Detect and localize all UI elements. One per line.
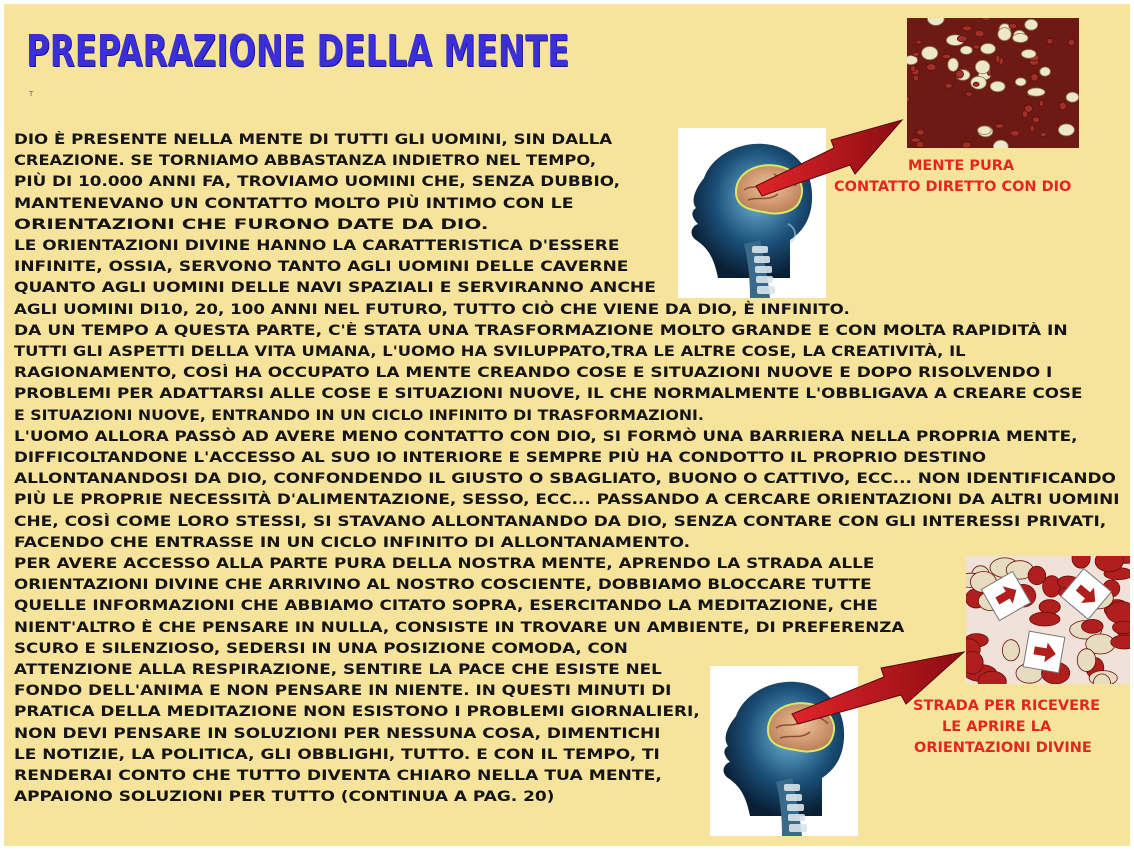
text-line: ATTENZIONE ALLA RESPIRAZIONE, SENTIRE LA PACE CHE ESISTE NEL <box>14 662 662 678</box>
text-line: AGLI UOMINI DI10, 20, 100 ANNI NEL FUTURO, TUTTO CIÒ CHE VIENE DA DIO, È INFINITO. <box>14 301 850 318</box>
text-line: DIO È PRESENTE NELLA MENTE DI TUTTI GLI UOMINI, SIN DALLA <box>14 132 613 148</box>
text-line: LE NOTIZIE, LA POLITICA, GLI OBBLIGHI, TUTTO. E CON IL TEMPO, TI <box>14 746 660 763</box>
text-line: CHE, COSÌ COME LORO STESSI, SI STAVANO ALLONTANANDO DA DIO, SENZA CONTARE CON GLI INTERESSI PRIVATI, <box>14 513 1107 530</box>
text-line: E SITUAZIONI NUOVE, ENTRANDO IN UN CICLO INFINITO DI TRASFORMAZIONI. <box>14 407 704 424</box>
text-line: FONDO DELL'ANIMA E NON PENSARE IN NIENTE. IN QUESTI MINUTI DI <box>14 683 672 700</box>
text-line: ORIENTAZIONI DIVINE CHE ARRIVINO AL NOSTRO COSCIENTE, DOBBIAMO BLOCCARE TUTTE <box>14 577 872 594</box>
caption-bottom-line2: LE APRIRE LA <box>942 719 1052 735</box>
text-line: CREAZIONE. SE TORNIAMO ABBASTANZA INDIETRO NEL TEMPO, <box>14 153 597 170</box>
text-line: NON DEVI PENSARE IN SOLUZIONI PER NESSUNA COSA, DIMENTICHI <box>14 725 661 742</box>
text-line: RENDERAI CONTO CHE TUTTO DIVENTA CHIARO NELLA TUA MENTE, <box>14 768 662 784</box>
text-line: PIÙ LE PROPRIE NECESSITÀ D'ALIMENTAZIONE, SESSO, ECC... PASSANDO A CERCARE ORIENTAZIONI DA ALTRI UOMINI <box>14 492 1120 509</box>
text-line: APPAIONO SOLUZIONI PER TUTTO (CONTINUA A PAG. 20) <box>14 789 555 806</box>
text-line: FACENDO CHE ENTRASSE IN UN CICLO INFINITO DI ALLONTANAMENTO. <box>14 534 691 551</box>
text-line: PER AVERE ACCESSO ALLA PARTE PURA DELLA NOSTRA MENTE, APRENDO LA STRADA ALLE <box>14 556 875 572</box>
text-line: QUELLE INFORMAZIONI CHE ABBIAMO CITATO SOPRA, ESERCITANDO LA MEDITAZIONE, CHE <box>14 598 878 615</box>
text-line: L'UOMO ALLORA PASSÒ AD AVERE MENO CONTATTO CON DIO, SI FORMÒ UNA BARRIERA NELLA PROPRIA MENTE, <box>14 428 1078 445</box>
text-line: PIÙ DI 10.000 ANNI FA, TROVIAMO UOMINI CHE, SENZA DUBBIO, <box>14 174 621 191</box>
text-line: PRATICA DELLA MEDITAZIONE NON ESISTONO I PROBLEMI GIORNALIERI, <box>14 704 700 721</box>
small-mark: T <box>29 90 34 98</box>
text-line: QUANTO AGLI UOMINI DELLE NAVI SPAZIALI E SERVIRANNO ANCHE <box>14 280 656 297</box>
text-line: TUTTI GLI ASPETTI DELLA VITA UMANA, L'UOMO HA SVILUPPATO,TRA LE ALTRE COSE, LA CREATIVITÀ, IL <box>14 344 966 360</box>
slide <box>4 4 1130 846</box>
text-line: ORIENTAZIONI CHE FURONO DATE DA DIO. <box>14 216 489 233</box>
text-line: MANTENEVANO UN CONTATTO MOLTO PIÙ INTIMO CON LE <box>14 195 574 212</box>
caption-top-line2: CONTATTO DIRETTO CON DIO <box>834 179 1072 195</box>
text-line: RAGIONAMENTO, COSÌ HA OCCUPATO LA MENTE CREANDO COSE E SITUAZIONI NUOVE E DOPO RISOLVENDO I <box>14 365 1053 382</box>
text-line: INFINITE, OSSIA, SERVONO TANTO AGLI UOMINI DELLE CAVERNE <box>14 259 629 276</box>
text-line: NIENT'ALTRO È CHE PENSARE IN NULLA, CONSISTE IN TROVARE UN AMBIENTE, DI PREFERENZA <box>14 619 905 636</box>
text-line: DIFFICOLTANDONE L'ACCESSO AL SUO IO INTERIORE E SEMPRE PIÙ HA CONDOTTO IL PROPRIO DESTINO <box>14 450 987 466</box>
caption-bottom-line1: STRADA PER RICEVERE <box>913 698 1101 714</box>
text-line: PROBLEMI PER ADATTARSI ALLE COSE E SITUAZIONI NUOVE, IL CHE NORMALMENTE L'OBBLIGAVA A CREARE COSE <box>14 386 1083 403</box>
text-line: SCURO E SILENZIOSO, SEDERSI IN UNA POSIZIONE COMODA, CON <box>14 640 628 657</box>
page-title: PREPARAZIONE DELLA MENTE <box>26 26 570 77</box>
text-line: DA UN TEMPO A QUESTA PARTE, C'È STATA UNA TRASFORMAZIONE MOLTO GRANDE E CON MOLTA RAPIDITÀ IN <box>14 322 1068 339</box>
text-line: ALLONTANANDOSI DA DIO, CONFONDENDO IL GIUSTO O SBAGLIATO, BUONO O CATTIVO, ECC... NON IDENTIFICANDO <box>14 471 1116 488</box>
caption-top-line1: MENTE PURA <box>908 158 1015 174</box>
caption-bottom-line3: ORIENTAZIONI DIVINE <box>914 740 1092 756</box>
text-line: LE ORIENTAZIONI DIVINE HANNO LA CARATTERISTICA D'ESSERE <box>14 238 620 254</box>
